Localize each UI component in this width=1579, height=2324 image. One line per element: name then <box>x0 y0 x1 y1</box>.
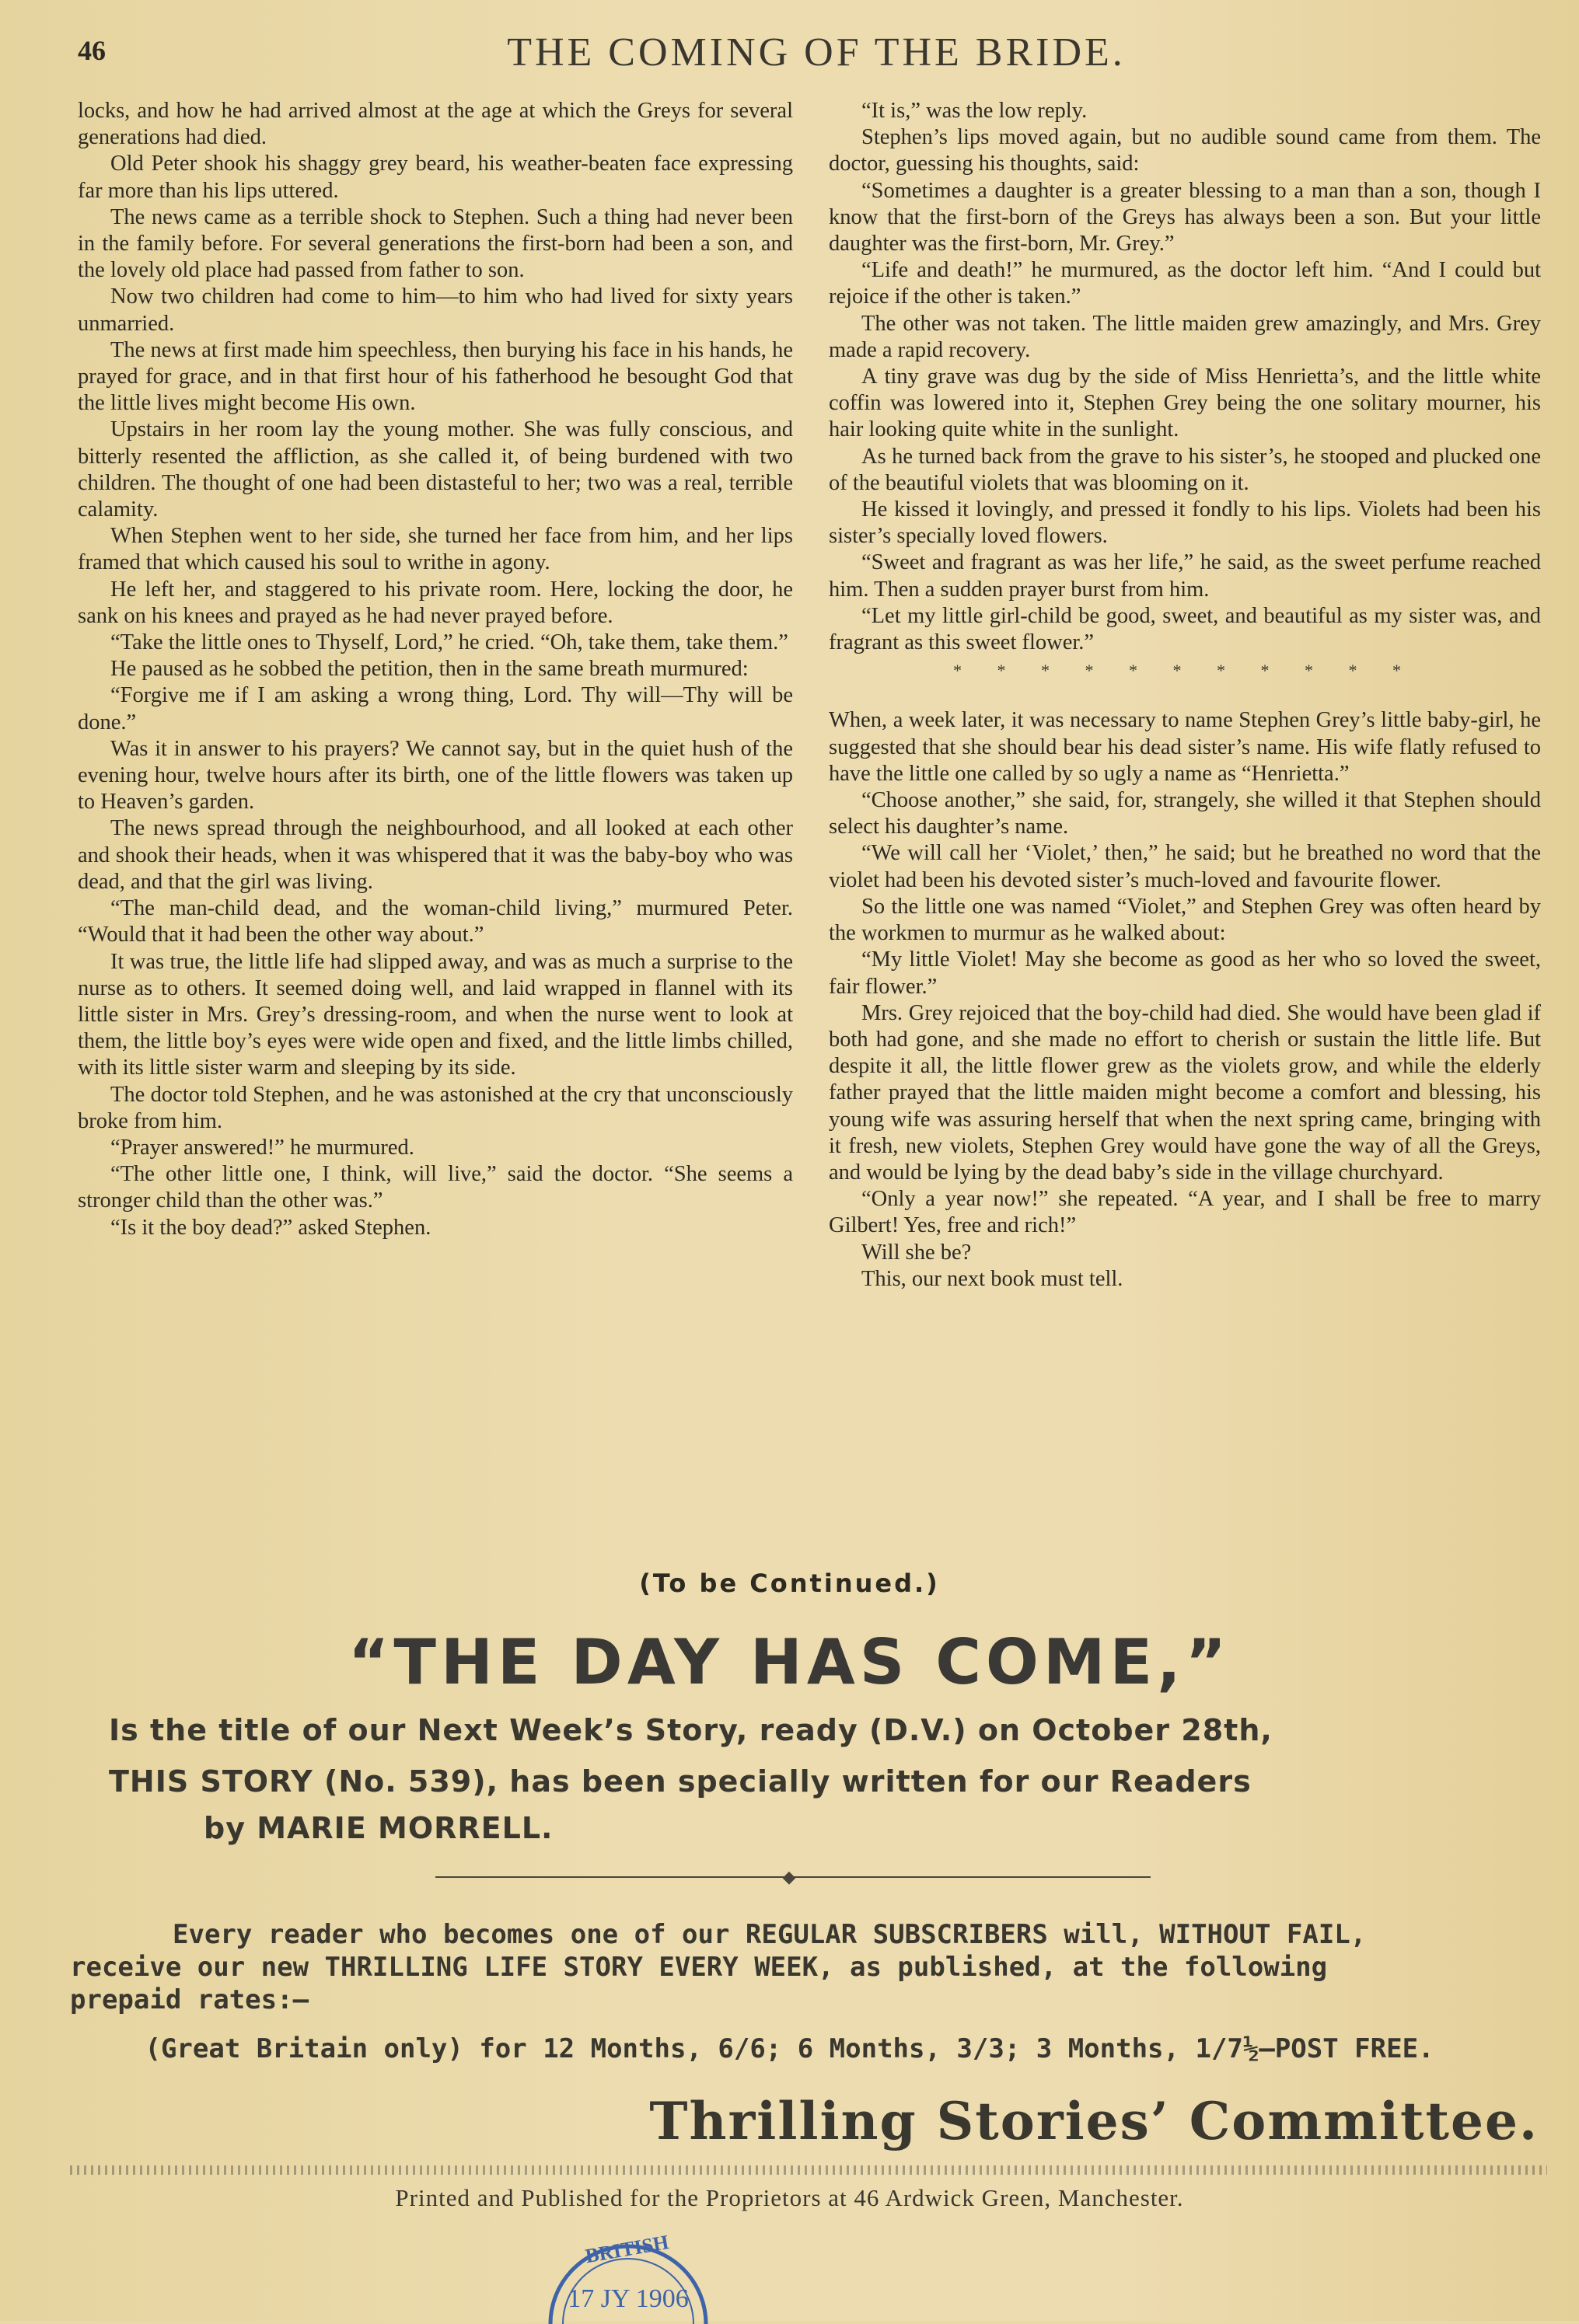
stamp-date: 17 JY 1906 <box>568 2284 689 2313</box>
paragraph: The doctor told Stephen, and he was astonished at the cry that unconsciously broke from him. <box>78 1082 793 1133</box>
paragraph: The news at first made him speechless, then burying his face in his hands, he prayed for grace, and in that first hour of his fatherhood he besought God that the little lives might become His own. <box>78 337 793 416</box>
paragraph: “Prayer answered!” he murmured. <box>110 1135 414 1160</box>
subscription-rates: (Great Britain only) for 12 Months, 6/6; 6 Months, 3/3; 3 Months, 1/7½—POST FREE. <box>145 2033 1434 2064</box>
paragraph: The news came as a terrible shock to Stephen. Such a thing had never been in the family before. For several generations the first-born had been a son, and the lovely old place had passed from father to son. <box>78 204 793 283</box>
paragraph: He paused as he sobbed the petition, then in the same breath murmured: <box>110 657 749 682</box>
paragraph: As he turned back from the grave to his sister’s, he stooped and plucked one of the beautiful violets that was blooming on it. <box>829 444 1541 495</box>
paragraph: This, our next book must tell. <box>861 1266 1123 1291</box>
paragraph: “Let my little girl-child be good, sweet, and beautiful as my sister was, and fragrant as this sweet flower.” <box>829 603 1541 655</box>
paragraph: “Take the little ones to Thyself, Lord,” he cried. “Oh, take them, take them.” <box>110 630 788 655</box>
next-story-line: Is the title of our Next Week’s Story, ready (D.V.) on October 28th, <box>109 1713 1273 1747</box>
paragraph: “Life and death!” he murmured, as the doctor left him. “And I could but rejoice if the other is taken.” <box>829 258 1541 309</box>
divider-ornament: ◆ <box>782 1867 796 1886</box>
paragraph: A tiny grave was dug by the side of Miss Henrietta’s, and the little white coffin was lowered into it, Stephen Grey being the one solitary mourner, his hair looking quite white in the sunlight. <box>829 365 1541 442</box>
subscription-line: receive our new THRILLING LIFE STORY EVERY WEEK, as published, at the following <box>70 1952 1328 1983</box>
paragraph: When, a week later, it was necessary to name Stephen Grey’s little baby-girl, he suggested that she should bear his dead sister’s name. His wife flatly refused to have the little one called by so ugly a name as “Henrietta.” <box>829 708 1541 786</box>
paragraph: Was it in answer to his prayers? We cannot say, but in the quiet hush of the evening hour, twelve hours after its birth, one of the little flowers was taken up to Heaven’s garden. <box>78 736 793 815</box>
paragraph: The news spread through the neighbourhood, and all looked at each other and shook their heads, when it was whispered that it was the baby-boy who was dead, and that the girl was living. <box>78 816 793 894</box>
paragraph: Now two children had come to him—to him who had lived for sixty years unmarried. <box>78 284 793 336</box>
paragraph: “The man-child dead, and the woman-child living,” murmured Peter. “Would that it had been the other way about.” <box>78 896 793 947</box>
subscription-line: Every reader who becomes one of our REGULAR SUBSCRIBERS will, WITHOUT FAIL, <box>173 1919 1367 1950</box>
paragraph: He kissed it lovingly, and pressed it fondly to his lips. Violets had been his sister’s specially loved flowers. <box>829 497 1541 549</box>
paragraph: Mrs. Grey rejoiced that the boy-child had died. She would have been glad if both had gone, and she made no effort to cherish or sustain the little life. But despite it all, the little flower grew as the violets grow, and while the elderly father prayed that the little maiden might become a comfort and blessing, his young wife was assuring herself that when the next spring came, bringing with it fresh, new violets, Stephen Grey would have gone the way of all the Greys, and would be lying by the dead baby’s side in the village churchyard. <box>829 1000 1541 1185</box>
paragraph: He left her, and staggered to his private room. Here, locking the door, he sank on his knees and prayed as he had never prayed before. <box>78 577 793 628</box>
to-be-continued: (To be Continued.) <box>639 1569 940 1598</box>
running-title: THE COMING OF THE BRIDE. <box>507 30 1126 75</box>
publisher-imprint: Printed and Published for the Proprietors at 46 Ardwick Green, Manchester. <box>395 2184 1184 2211</box>
paragraph: “Forgive me if I am asking a wrong thing, Lord. Thy will—Thy will be done.” <box>78 683 793 735</box>
next-story-line: THIS STORY (No. 539), has been specially written for our Readers <box>109 1764 1252 1799</box>
paragraph: Stephen’s lips moved again, but no audible sound came from them. The doctor, guessing his thoughts, said: <box>829 125 1541 176</box>
paragraph: locks, and how he had arrived almost at the age at which the Greys for several generations had died. <box>78 99 793 150</box>
paragraph: “My little Violet! May she become as good as her who so loved the sweet, fair flower.” <box>829 947 1541 999</box>
paragraph: When Stephen went to her side, she turned her face from him, and her lips framed that which caused his soul to writhe in agony. <box>78 524 793 575</box>
paragraph: “Choose another,” she said, for, strangely, she willed it that Stephen should select his daughter’s name. <box>829 788 1541 839</box>
paragraph: Old Peter shook his shaggy grey beard, his weather-beaten face expressing far more than his lips uttered. <box>78 152 793 203</box>
section-break-stars: * * * * * * * * * * * <box>953 661 1417 681</box>
paragraph: “Sweet and fragrant as was her life,” he said, as the sweet perfume reached him. Then a sudden prayer burst from him. <box>829 550 1541 602</box>
next-story-title: “THE DAY HAS COME,” <box>348 1626 1231 1698</box>
left-text-column <box>78 98 793 1241</box>
next-story-author: by MARIE MORRELL. <box>204 1811 554 1845</box>
page-number: 46 <box>78 35 106 66</box>
ornamental-rule <box>70 2165 1547 2175</box>
spacer <box>829 695 1541 707</box>
paragraph: “We will call her ‘Violet,’ then,” he said; but he breathed no word that the violet had been his devoted sister’s much-loved and favourite flower. <box>829 841 1541 892</box>
paragraph: “Sometimes a daughter is a greater blessing to a man than a son, though I know that the first-born of the Greys has always been a son. But your little daughter was the first-born, Mr. Grey.” <box>829 178 1541 256</box>
paragraph: Upstairs in her room lay the young mother. She was fully conscious, and bitterly resented the affliction, as she called it, of being burdened with two children. The thought of one had been distasteful to her; two was a real, terrible calamity. <box>78 417 793 522</box>
paragraph: So the little one was named “Violet,” and Stephen Grey was often heard by the workmen to murmur as he walked about: <box>829 894 1541 946</box>
paragraph: “The other little one, I think, will live,” said the doctor. “She seems a stronger child than the other was.” <box>78 1162 793 1213</box>
subscription-line: prepaid rates:— <box>70 1984 309 2015</box>
page-header <box>78 30 1555 84</box>
paragraph: “Only a year now!” she repeated. “A year, and I shall be free to marry Gilbert! Yes, free and rich!” <box>829 1187 1541 1238</box>
paragraph: “It is,” was the low reply. <box>861 99 1088 123</box>
library-stamp <box>535 2207 721 2324</box>
paragraph: It was true, the little life had slipped away, and was as much a surprise to the nurse as to others. It seemed doing well, and laid wrapped in flannel with its little sister in Mrs. Grey’s dressing-room, and when the nurse went to look at them, the little boy’s eyes were wide open and fixed, and the little limbs chilled, with its little sister warm and sleeping by its side. <box>78 949 793 1080</box>
stamp-top-text: BRITISH <box>583 2230 671 2268</box>
paragraph: The other was not taken. The little maiden grew amazingly, and Mrs. Grey made a rapid recovery. <box>829 311 1541 362</box>
right-text-column <box>829 98 1541 1293</box>
committee-signature: Thrilling Stories’ Committee. <box>649 2091 1539 2151</box>
paragraph: Will she be? <box>861 1240 972 1265</box>
paragraph: “Is it the boy dead?” asked Stephen. <box>110 1215 431 1240</box>
